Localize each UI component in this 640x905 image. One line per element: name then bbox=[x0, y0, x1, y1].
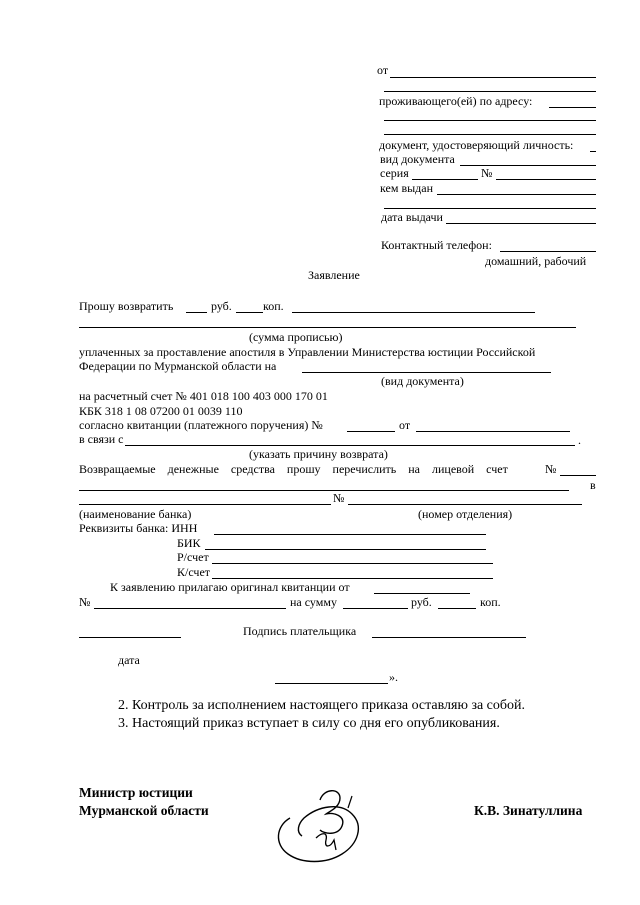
phone-label: Контактный телефон: bbox=[381, 238, 492, 252]
id-document-label: документ, удостоверяющий личность: bbox=[379, 138, 574, 152]
number-line[interactable] bbox=[496, 179, 596, 180]
personal-account-line-2[interactable] bbox=[79, 490, 569, 491]
kop-label: коп. bbox=[263, 299, 284, 313]
branch-number-sign: № bbox=[333, 491, 345, 505]
reason-line[interactable] bbox=[125, 445, 575, 446]
from-line[interactable] bbox=[390, 77, 596, 78]
bik-label: БИК bbox=[177, 536, 201, 550]
attach-rub-label: руб. bbox=[411, 595, 432, 609]
sum-words-hint: (сумма прописью) bbox=[249, 330, 343, 344]
rs-label: Р/счет bbox=[177, 550, 209, 564]
rs-line[interactable] bbox=[212, 563, 493, 564]
phone-hint: домашний, рабочий bbox=[485, 254, 587, 268]
in-label: в bbox=[590, 478, 596, 492]
signatory-title-line1: Министр юстиции bbox=[79, 785, 193, 800]
receipt-from-label: от bbox=[399, 418, 411, 432]
attach-kop-line[interactable] bbox=[438, 608, 476, 609]
phone-line[interactable] bbox=[500, 251, 596, 252]
inn-line[interactable] bbox=[214, 534, 486, 535]
attach-label: К заявлению прилагаю оригинал квитанции от bbox=[110, 580, 350, 594]
bik-line[interactable] bbox=[205, 549, 486, 550]
kop-amount-line[interactable] bbox=[236, 312, 263, 313]
attach-date-line[interactable] bbox=[374, 593, 470, 594]
address-line-3[interactable] bbox=[384, 134, 596, 135]
paid-text-line2: Федерации по Мурманской области на bbox=[79, 359, 277, 373]
account-number: на расчетный счет № 401 018 100 403 000 170 01 bbox=[79, 389, 328, 403]
payer-date-line[interactable] bbox=[79, 637, 181, 638]
transfer-text: Возвращаемые денежные средства прошу перечислить на лицевой счет bbox=[79, 462, 508, 476]
date-label: дата bbox=[118, 653, 140, 667]
handwritten-signature bbox=[268, 778, 378, 868]
rub-label: руб. bbox=[211, 299, 232, 313]
attach-number-sign: № bbox=[79, 595, 91, 609]
attach-number-line[interactable] bbox=[94, 608, 286, 609]
quote-end: ». bbox=[389, 670, 398, 684]
doc-kind-line[interactable] bbox=[302, 372, 551, 373]
amount-line[interactable] bbox=[343, 608, 408, 609]
sum-words-line[interactable] bbox=[79, 327, 576, 328]
ks-line[interactable] bbox=[212, 578, 493, 579]
signature-line[interactable] bbox=[372, 637, 526, 638]
personal-account-line[interactable] bbox=[560, 475, 596, 476]
reason-hint: (указать причину возврата) bbox=[249, 447, 388, 461]
request-refund-label: Прошу возвратить bbox=[79, 299, 174, 313]
amount-label: на сумму bbox=[290, 595, 337, 609]
bank-name-line[interactable] bbox=[79, 504, 331, 505]
doc-type-label: вид документа bbox=[380, 152, 455, 166]
sum-line[interactable] bbox=[292, 312, 535, 313]
address-line-2[interactable] bbox=[384, 120, 596, 121]
bank-name-hint: (наименование банка) bbox=[79, 507, 192, 521]
issued-by-label: кем выдан bbox=[380, 181, 434, 195]
attach-kop-label: коп. bbox=[480, 595, 501, 609]
paid-text-line1: уплаченных за проставление апостиля в Управлении Министерства юстиции Российской bbox=[79, 345, 536, 359]
issued-by-line[interactable] bbox=[437, 194, 596, 195]
issued-by-line-2[interactable] bbox=[384, 208, 596, 209]
ks-label: К/счет bbox=[177, 565, 211, 579]
bank-inn-label: Реквизиты банка: ИНН bbox=[79, 521, 198, 535]
receipt-label: согласно квитанции (платежного поручения) № bbox=[79, 418, 323, 432]
signatory-title-line2: Мурманской области bbox=[79, 803, 209, 818]
issue-date-line[interactable] bbox=[446, 223, 596, 224]
signatory-name: К.В. Зинатуллина bbox=[474, 803, 583, 818]
address-line[interactable] bbox=[549, 107, 596, 108]
id-document-line[interactable] bbox=[590, 151, 596, 152]
order-item-2: 2. Контроль за исполнением настоящего приказа оставляю за собой. bbox=[118, 698, 526, 713]
number-sign: № bbox=[481, 166, 493, 180]
receipt-date-line[interactable] bbox=[416, 431, 570, 432]
address-label: проживающего(ей) по адресу: bbox=[379, 94, 533, 108]
form-title: Заявление bbox=[308, 268, 360, 282]
kbk-code: КБК 318 1 08 07200 01 0039 110 bbox=[79, 404, 243, 418]
branch-hint: (номер отделения) bbox=[418, 507, 513, 521]
rub-amount-line[interactable] bbox=[186, 312, 207, 313]
date-line[interactable] bbox=[275, 683, 388, 684]
order-item-3: 3. Настоящий приказ вступает в силу со дня его опубликования. bbox=[118, 716, 500, 731]
from-line-2[interactable] bbox=[384, 91, 596, 92]
reason-label: в связи с bbox=[79, 432, 124, 446]
series-label: серия bbox=[380, 166, 409, 180]
reason-end-dot: . bbox=[578, 433, 581, 447]
receipt-number-line[interactable] bbox=[347, 431, 395, 432]
issue-date-label: дата выдачи bbox=[381, 210, 443, 224]
signature-label: Подпись плательщика bbox=[243, 624, 357, 638]
account-number-sign: № bbox=[545, 462, 557, 476]
series-line[interactable] bbox=[412, 179, 478, 180]
branch-number-line[interactable] bbox=[348, 504, 582, 505]
from-label: от bbox=[377, 63, 389, 77]
doc-kind-hint: (вид документа) bbox=[381, 374, 464, 388]
